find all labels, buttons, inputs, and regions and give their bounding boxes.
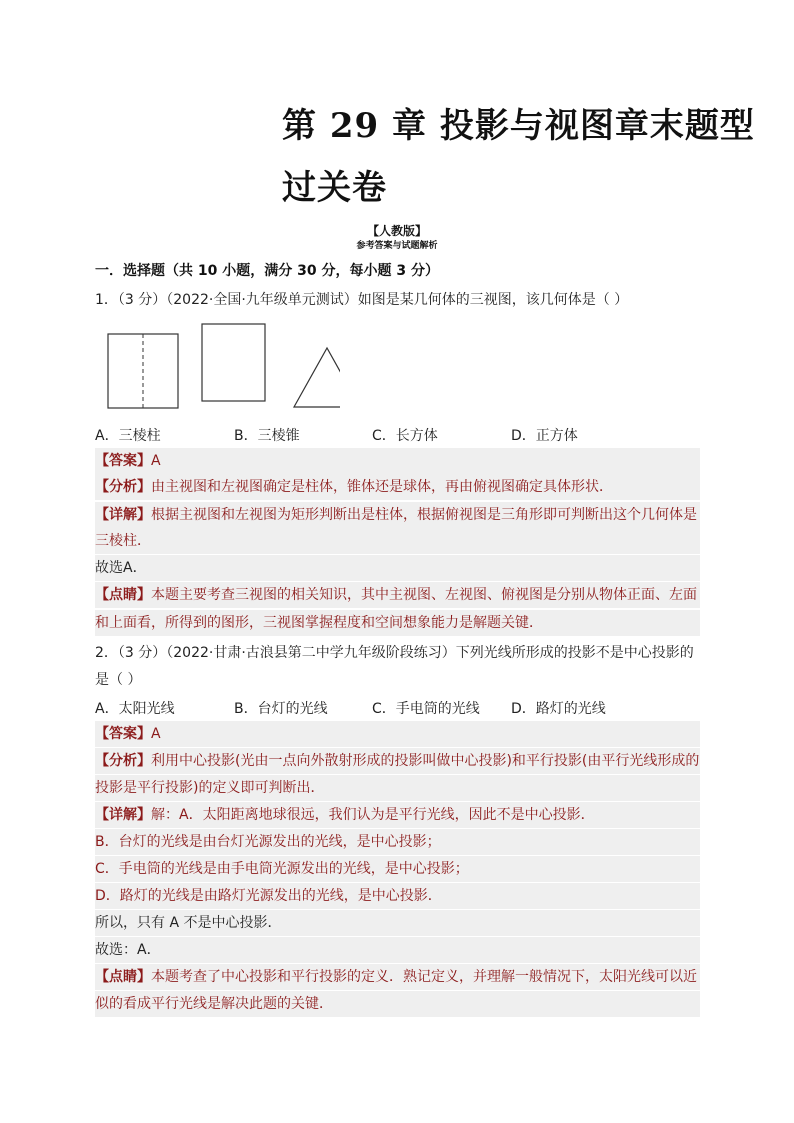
edition-label: 【人教版】 (366, 224, 427, 238)
q1-option-b: B．三棱锥 (234, 428, 300, 444)
q2-option-b: B．台灯的光线 (234, 701, 328, 717)
detail-tag: 【详解】 (95, 807, 151, 823)
section-heading: 一．选择题（共 10 小题，满分 30 分，每小题 3 分） (95, 263, 439, 279)
analysis-text-2: 投影是平行投影)的定义即可判断出． (95, 780, 325, 796)
detail-text-5: 所以，只有 A 不是中心投影． (95, 915, 282, 931)
detail-text: 解：A．太阳距离地球很远，我们认为是平行光线，因此不是中心投影． (151, 807, 595, 823)
q1-answer (95, 448, 700, 474)
q2-option-c: C．手电筒的光线 (372, 701, 480, 717)
page-title-line-1: 第 29 章 投影与视图章末题型 (282, 106, 755, 146)
q1-comment-line-2 (95, 610, 700, 636)
comment-text: 本题主要考查三视图的相关知识，其中主视图、左视图、俯视图是分别从物体正面、左面 (151, 587, 697, 603)
answer-tag: 【答案】 (95, 453, 151, 469)
q2-comment-line-2 (95, 991, 700, 1017)
comment-text-2: 和上面看，所得到的图形，三视图掌握程度和空间想象能力是解题关键． (95, 615, 543, 631)
q2-choose (95, 937, 700, 963)
page-title-line-2: 过关卷 (282, 168, 387, 208)
q2-answer (95, 721, 700, 747)
q2-analysis (95, 748, 700, 774)
analysis-text: 利用中心投影(光由一点向外散射形成的投影叫做中心投影)和平行投影(由平行光线形成的 (151, 753, 700, 769)
q2-detail-line-2 (95, 829, 700, 855)
q1-analysis (95, 474, 700, 500)
q1-comment (95, 582, 700, 608)
q2-comment (95, 964, 700, 990)
choose-text: 故选A． (95, 560, 147, 576)
q1-option-c: C．长方体 (372, 428, 438, 444)
analysis-tag: 【分析】 (95, 753, 151, 769)
q2-option-a: A．太阳光线 (95, 701, 175, 717)
q2-analysis-line-2 (95, 775, 700, 801)
analysis-text: 由主视图和左视图确定是柱体，锥体还是球体，再由俯视图确定具体形状． (151, 479, 613, 495)
analysis-tag: 【分析】 (95, 479, 151, 495)
detail-text-3: C．手电筒的光线是由手电筒光源发出的光线，是中心投影； (95, 861, 469, 877)
top-view-triangle (294, 348, 340, 407)
q2-detail (95, 802, 700, 828)
answer-value: A (151, 453, 161, 469)
detail-text-2: 三棱柱． (95, 533, 151, 549)
q1-option-a: A．三棱柱 (95, 428, 161, 444)
detail-text-2: B．台灯的光线是由台灯光源发出的光线，是中心投影； (95, 834, 441, 850)
three-view-figure (100, 318, 340, 410)
q2-stem: 2．（3 分）（2022·甘肃·古浪县第二中学九年级阶段练习）下列光线所形成的投影不是中心投影的 (95, 645, 694, 661)
q1-option-d: D．正方体 (511, 428, 578, 444)
q2-detail-line-4 (95, 883, 700, 909)
q2-option-d: D．路灯的光线 (511, 701, 606, 717)
q1-detail (95, 502, 700, 528)
choose-text: 故选：A． (95, 942, 161, 958)
detail-text-4: D．路灯的光线是由路灯光源发出的光线，是中心投影． (95, 888, 442, 904)
comment-tag: 【点睛】 (95, 969, 151, 985)
q1-stem: 1．（3 分）（2022·全国·九年级单元测试）如图是某几何体的三视图，该几何体是（ ） (95, 292, 629, 308)
detail-text: 根据主视图和左视图为矩形判断出是柱体，根据俯视图是三角形即可判断出这个几何体是 (151, 507, 697, 523)
q2-detail-line-3 (95, 856, 700, 882)
comment-text: 本题考查了中心投影和平行投影的定义．熟记定义，并理解一般情况下，太阳光线可以近 (151, 969, 697, 985)
comment-text-2: 似的看成平行光线是解决此题的关键． (95, 996, 333, 1012)
q1-detail-line-2 (95, 528, 700, 554)
side-view-rect (202, 324, 265, 401)
q1-choose (95, 555, 700, 581)
subtitle: 参考答案与试题解析 (356, 241, 438, 251)
q2-detail-line-5 (95, 910, 700, 936)
detail-tag: 【详解】 (95, 507, 151, 523)
answer-tag: 【答案】 (95, 726, 151, 742)
answer-value: A (151, 726, 161, 742)
q2-stem-line-2: 是（ ） (95, 672, 142, 688)
comment-tag: 【点睛】 (95, 587, 151, 603)
